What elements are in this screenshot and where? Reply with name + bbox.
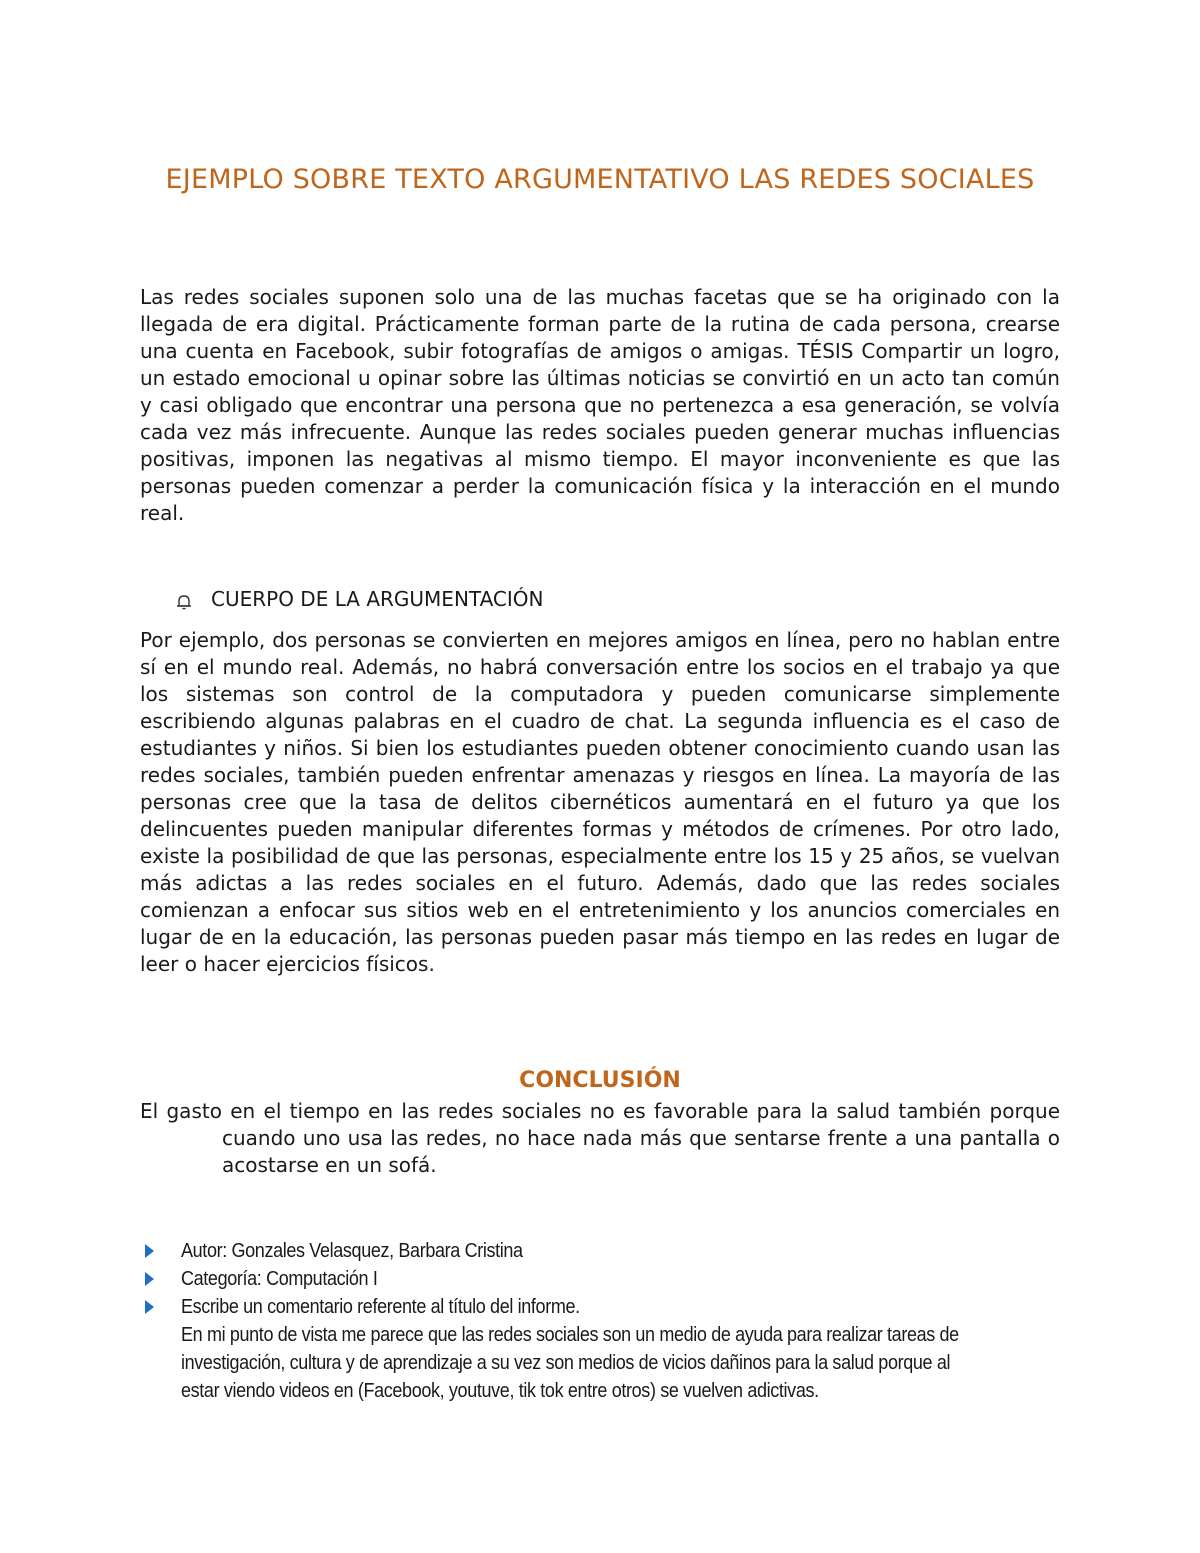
- intro-paragraph: Las redes sociales suponen solo una de las muchas facetas que se ha originado con la llegada de era digital. Prácticamente forman parte de la rutina de cada persona, crearse una cuenta en Facebook, subir fotografías de amigos o amigas. TÉSIS Compartir un logro, un estado emocional u opinar sobre las últimas noticias se convirtió en un acto tan común y casi obligado que encontrar una persona que no pertenezca a esa generación, se volvía cada vez más infrecuente. Aunque las redes sociales pueden generar muchas influencias positivas, imponen las negativas al mismo tiempo. El mayor inconveniente es que las personas pueden comenzar a perder la comunicación física y la interacción en el mundo real.: [140, 285, 1060, 525]
- author-label: Autor: Gonzales Velasquez, Barbara Cristina: [181, 1240, 523, 1262]
- conclusion-paragraph: El gasto en el tiempo en las redes sociales no es favorable para la salud también porque cuando uno usa las redes, no hace nada más que sentarse frente a una pantalla o acostarse en un sofá.: [140, 1099, 1060, 1177]
- conclusion-heading: CONCLUSIÓN: [519, 1068, 681, 1093]
- bell-icon: [175, 591, 193, 609]
- comment-prompt: Escribe un comentario referente al título del informe.: [181, 1296, 580, 1318]
- arrow-bullet-icon: [145, 1272, 154, 1286]
- list-item: [145, 1237, 973, 1265]
- comment-text: En mi punto de vista me parece que las redes sociales son un medio de ayuda para realizar tareas de investigación, cultura y de aprendizaje a su vez son medios de vicios dañinos para la salud porque al estar viendo videos en (Facebook, youtuve, tik tok entre otros) se vuelven adictivas.: [181, 1324, 959, 1402]
- section-heading-label: CUERPO DE LA ARGUMENTACIÓN: [211, 587, 544, 611]
- arrow-bullet-icon: [145, 1244, 154, 1258]
- arrow-bullet-icon: [145, 1300, 154, 1314]
- document-title: EJEMPLO SOBRE TEXTO ARGUMENTATIVO LAS REDES SOCIALES: [165, 164, 1035, 195]
- section-heading: [175, 586, 543, 613]
- category-label: Categoría: Computación I: [181, 1268, 378, 1290]
- list-item: [145, 1265, 973, 1293]
- list-item: [145, 1293, 973, 1405]
- info-list: [145, 1237, 973, 1405]
- body-paragraph: Por ejemplo, dos personas se convierten en mejores amigos en línea, pero no hablan entre sí en el mundo real. Además, no habrá conversación entre los socios en el trabajo ya que los sistemas son control de la computadora y pueden comunicarse simplemente escribiendo algunas palabras en el cuadro de chat. La segunda influencia es el caso de estudiantes y niños. Si bien los estudiantes pueden obtener conocimiento cuando usan las redes sociales, también pueden enfrentar amenazas y riesgos en línea. La mayoría de las personas cree que la tasa de delitos cibernéticos aumentará en el futuro ya que los delincuentes pueden manipular diferentes formas y métodos de crímenes. Por otro lado, existe la posibilidad de que las personas, especialmente entre los 15 y 25 años, se vuelvan más adictas a las redes sociales en el futuro. Además, dado que las redes sociales comienzan a enfocar sus sitios web en el entretenimiento y los anuncios comerciales en lugar de en la educación, las personas pueden pasar más tiempo en las redes en lugar de leer o hacer ejercicios físicos.: [140, 628, 1060, 976]
